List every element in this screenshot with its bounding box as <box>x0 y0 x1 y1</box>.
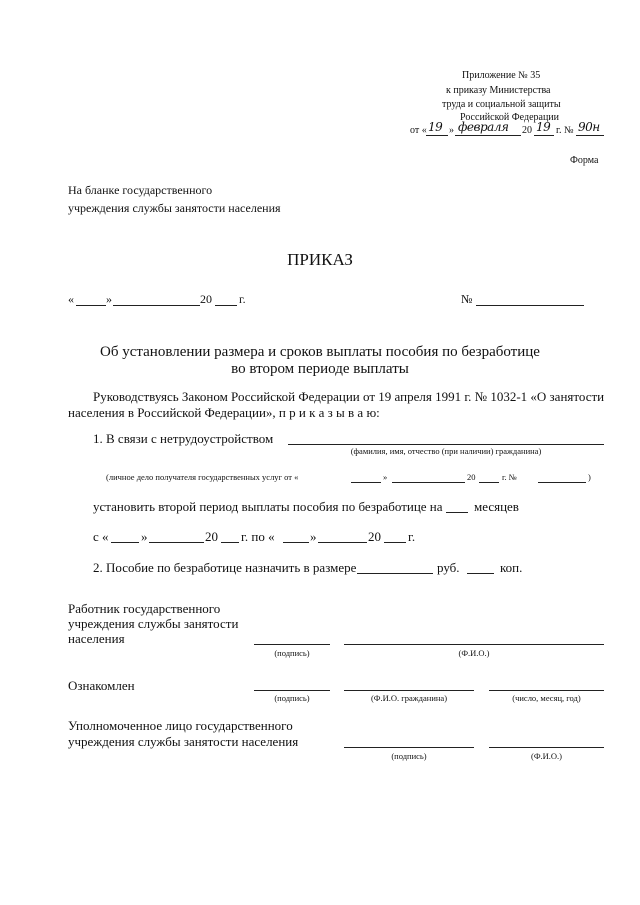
worker-fio-line[interactable] <box>344 644 604 645</box>
order-month-line[interactable] <box>113 305 200 306</box>
order-number-label: № <box>461 292 473 306</box>
appendix-month-line <box>455 135 521 136</box>
order-day-line[interactable] <box>76 305 106 306</box>
appendix-date-month: февраля <box>458 120 509 134</box>
personal-file-day-line[interactable] <box>351 482 381 483</box>
form-label: Форма <box>570 155 599 166</box>
appendix-number: 90н <box>578 120 600 134</box>
acquainted-date-line[interactable] <box>489 690 604 691</box>
appendix-line4: Российской Федерации <box>460 112 560 123</box>
to-close: » <box>310 529 317 544</box>
rub-label: руб. <box>437 560 460 575</box>
worker-line3: населения <box>68 631 125 646</box>
personal-file-year-line[interactable] <box>479 482 499 483</box>
order-year-suffix: г. <box>239 292 246 306</box>
appendix-line3: труда и социальной защиты <box>442 99 561 110</box>
authorized-fio-caption: (Ф.И.О.) <box>530 751 563 761</box>
to-label: г. по « <box>241 529 275 544</box>
subject-line1: Об установлении размера и сроков выплаты пособия по безработице <box>100 344 540 360</box>
appendix-date-mid: » <box>449 125 454 136</box>
order-date-open: « <box>68 292 74 306</box>
citizen-name-caption: (фамилия, имя, отчество (при наличии) гражданина) <box>350 446 542 456</box>
worker-fio-caption: (Ф.И.О.) <box>458 648 490 658</box>
amount-rub-line[interactable] <box>357 573 433 574</box>
appendix-date-day: 19 <box>428 120 443 134</box>
letterhead-line2: учреждения службы занятости населения <box>68 201 281 215</box>
item2-text: 2. Пособие по безработице назначить в размере <box>93 560 357 575</box>
letterhead-line1: На бланке государственного <box>68 183 213 197</box>
worker-line2: учреждения службы занятости <box>68 616 239 631</box>
order-date-close: » <box>106 292 112 306</box>
to-year-line[interactable] <box>384 542 406 543</box>
authorized-line1: Уполномоченное лицо государственного <box>68 718 293 733</box>
personal-file-prefix: (личное дело получателя государственных услуг от « <box>106 472 299 482</box>
to-day-line[interactable] <box>283 542 309 543</box>
appendix-year-prefix: 20 <box>522 125 532 136</box>
worker-signature-caption: (подпись) <box>274 648 310 658</box>
page-title: ПРИКАЗ <box>287 250 353 269</box>
preamble-line1: Руководствуясь Законом Российской Федерации от 19 апреля 1991 г. № 1032-1 «О занятости <box>93 389 605 404</box>
from-year-line[interactable] <box>221 542 239 543</box>
from-day-line[interactable] <box>111 542 139 543</box>
authorized-signature-caption: (подпись) <box>391 751 427 761</box>
acquainted-date-caption: (число, месяц, год) <box>512 693 581 703</box>
to-month-line[interactable] <box>318 542 367 543</box>
appendix-line2: к приказу Министерства <box>446 85 551 96</box>
acquainted-label: Ознакомлен <box>68 678 135 693</box>
kop-label: коп. <box>500 560 523 575</box>
order-year-prefix: 20 <box>200 292 212 306</box>
order-year-line[interactable] <box>215 305 237 306</box>
appendix-date-suffix: г. № <box>556 125 574 136</box>
personal-file-number-line[interactable] <box>538 482 586 483</box>
amount-kop-line[interactable] <box>467 573 494 574</box>
item1-text: 1. В связи с нетрудоустройством <box>93 431 274 446</box>
months-label: месяцев <box>474 499 519 514</box>
appendix-line1: Приложение № 35 <box>462 70 541 81</box>
from-close: » <box>141 529 148 544</box>
acquainted-fio-line[interactable] <box>344 690 474 691</box>
from-open: с « <box>93 529 109 544</box>
appendix-date-prefix: от « <box>410 125 427 136</box>
citizen-name-line[interactable] <box>288 444 604 445</box>
order-number-line[interactable] <box>476 305 584 306</box>
from-month-line[interactable] <box>149 542 204 543</box>
authorized-fio-line[interactable] <box>489 747 604 748</box>
authorized-signature-line[interactable] <box>344 747 474 748</box>
appendix-year-line <box>534 135 554 136</box>
from-year-prefix: 20 <box>205 529 218 544</box>
appendix-date-year: 19 <box>536 120 551 134</box>
to-year-suffix: г. <box>408 529 416 544</box>
preamble-line2: населения в Российской Федерации», п р и к а з ы в а ю: <box>68 405 380 420</box>
personal-file-year-prefix: 20 <box>467 472 476 482</box>
acquainted-fio-caption: (Ф.И.О. гражданина) <box>370 693 448 703</box>
appendix-number-line <box>576 135 604 136</box>
personal-file-month-line[interactable] <box>392 482 465 483</box>
personal-file-close: ) <box>588 472 591 482</box>
acquainted-signature-caption: (подпись) <box>274 693 310 703</box>
personal-file-mid: » <box>383 472 388 482</box>
worker-line1: Работник государственного <box>68 601 221 616</box>
appendix-day-line <box>426 135 448 136</box>
months-count-line[interactable] <box>446 512 468 513</box>
second-period-text: установить второй период выплаты пособия по безработице на <box>93 499 443 514</box>
authorized-line2: учреждения службы занятости населения <box>68 734 299 749</box>
personal-file-suffix: г. № <box>502 472 517 482</box>
acquainted-signature-line[interactable] <box>254 690 330 691</box>
to-year-prefix: 20 <box>368 529 381 544</box>
subject-line2: во втором периоде выплаты <box>231 361 409 377</box>
worker-signature-line[interactable] <box>254 644 330 645</box>
